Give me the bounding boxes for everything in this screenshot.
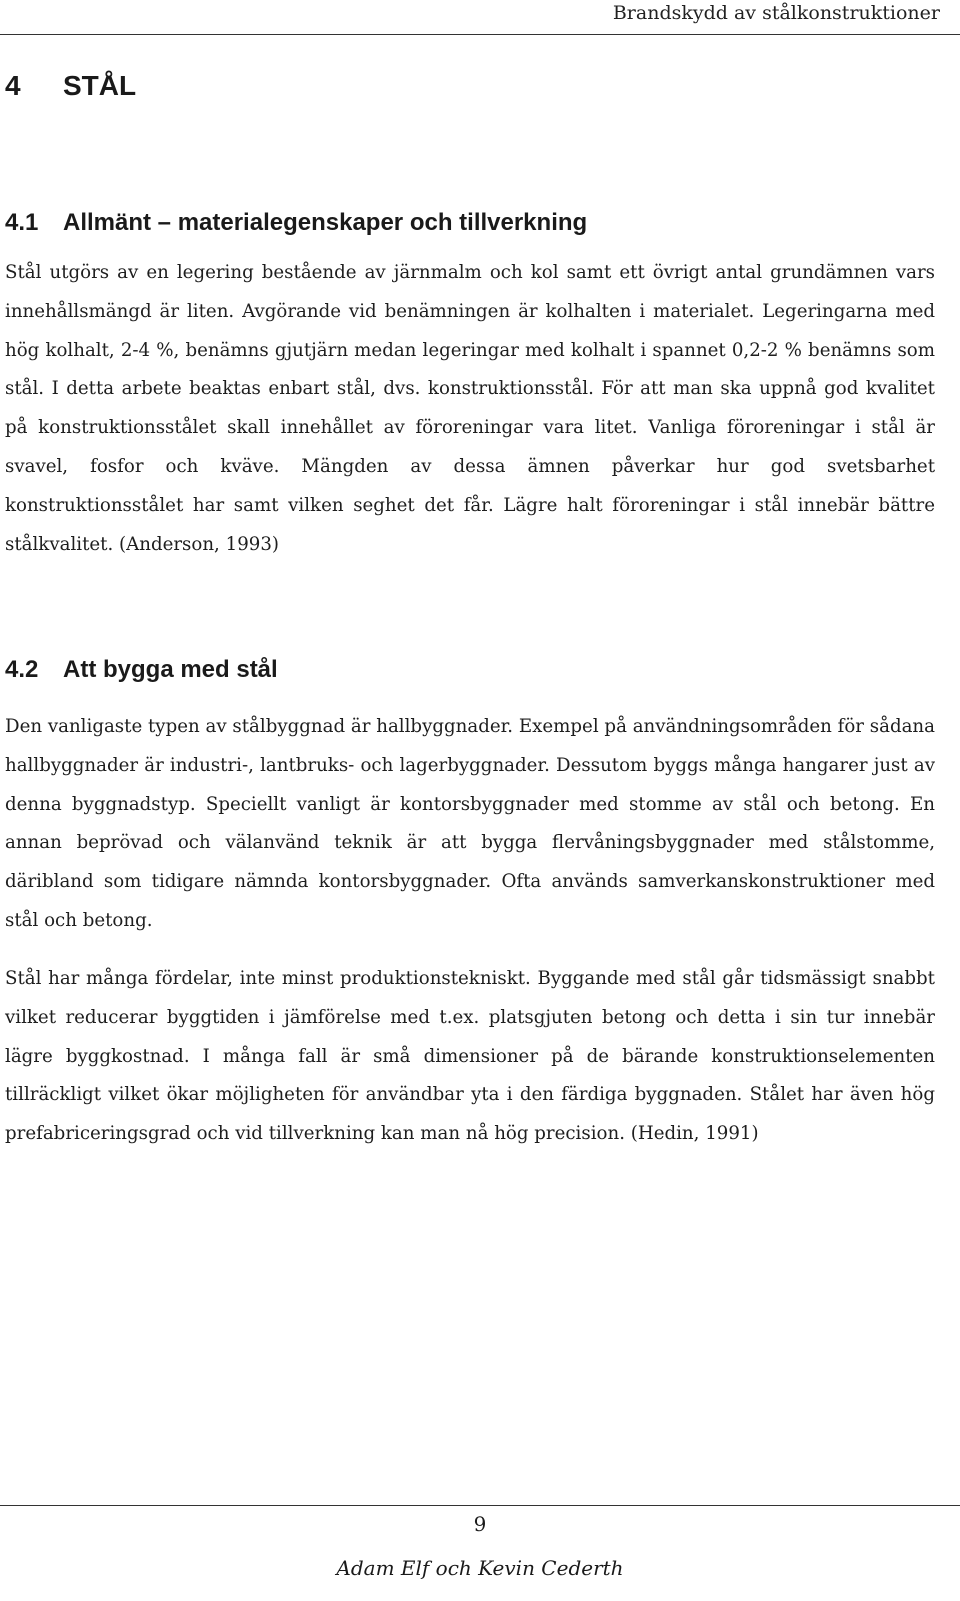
chapter-title [5,70,136,102]
paragraph-advantages: Stål har många fördelar, inte minst produktionstekniskt. Byggande med stål går tidsmässigt snabbt vilket reducerar byggtiden i jämförelse med t.ex. platsgjuten betong och detta i sin tur innebär lägre byggkostnad. I många fall är små dimensioner på de bärande konstruktionselementen tillräckligt vilket ökar möjligheten för användbar yta i den färdiga byggnaden. Stålet har även hög prefabriceringsgrad och vid tillverkning kan man nå hög precision. (Hedin, 1991) [5,968,935,1145]
running-header: Brandskydd av stålkonstruktioner [612,2,940,24]
page-number: 9 [473,1512,487,1536]
paragraph-materials: Stål utgörs av en legering bestående av järnmalm och kol samt ett övrigt antal grundämnen vars innehållsmängd är liten. Avgörande vid benämningen är kolhalten i materialet. Legeringarna med hög kolhalt, 2-4 %, benämns gjutjärn medan legeringar med kolhalt i spannet 0,2-2 % benämns som stål. I detta arbete beaktas enbart stål, dvs. konstruktionsstål. För att man ska uppnå god kvalitet på konstruktionsstålet skall innehållet av föroreningar vara litet. Vanliga föroreningar i stål är svavel, fosfor och kväve. Mängden av dessa ämnen påverkar hur god svetsbarhet konstruktionsstålet har samt vilken seghet det får. Lägre halt föroreningar i stål innebär bättre stålkvalitet. (Anderson, 1993) [5,262,935,555]
header-divider [0,34,960,35]
section-title-4-1 [5,209,587,237]
footer-authors: Adam Elf och Kevin Cederth [336,1556,624,1580]
paragraph-building-types: Den vanligaste typen av stålbyggnad är hallbyggnader. Exempel på användningsområden för sådana hallbyggnader är industri-, lantbruks- och lagerbyggnader. Dessutom byggs många hangarer just av denna byggnadstyp. Speciellt vanligt är kontorsbyggnader med stomme av stål och betong. En annan beprövad och välanvänd teknik är att bygga flervåningsbyggnader med stålstomme, däribland som tidigare nämnda kontorsbyggnader. Ofta används samverkanskonstruktioner med stål och betong. [5,716,935,931]
footer-divider [0,1505,960,1506]
section-number: 4.2 [5,656,39,683]
section-title-text: Allmänt – materialegenskaper och tillverkning [63,209,588,236]
section-number: 4.1 [5,209,39,236]
section-title-4-2 [5,656,278,684]
chapter-title-text: STÅL [63,70,137,101]
chapter-number: 4 [5,70,21,101]
section-title-text: Att bygga med stål [63,656,278,683]
